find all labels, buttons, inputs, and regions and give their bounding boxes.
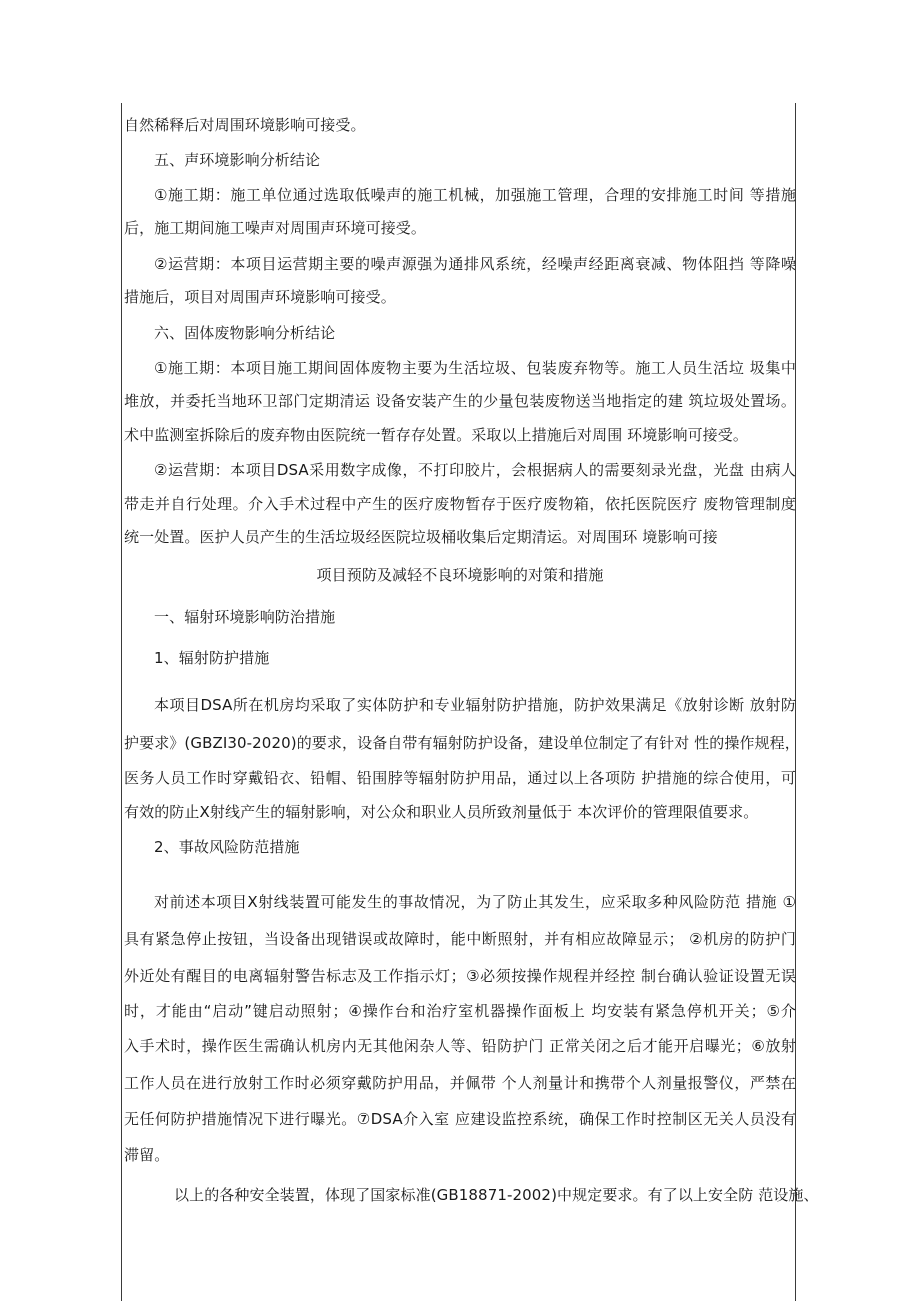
paragraph-line: 对前述本项目X射线装置可能发生的事故情况，为了防止其发生，应采取多种风险防范 措施 ① xyxy=(154,893,796,911)
paragraph-line: 后，施工期间施工噪声对周围声环境可接受。 xyxy=(124,219,427,237)
paragraph-line: 本项目DSA所在机房均采取了实体防护和专业辐射防护措施，防护效果满足《放射诊断 放射防 xyxy=(154,696,796,714)
paragraph-line: 滞留。 xyxy=(124,1146,170,1164)
paragraph-line: 措施后，项目对周围声环境影响可接受。 xyxy=(124,288,396,306)
paragraph-line: 入手术时，操作医生需确认机房内无其他闲杂人等、铅防护门 正常关闭之后才能开启曝光；⑥放射 xyxy=(124,1037,796,1055)
paragraph-line: ①施工期：施工单位通过选取低噪声的施工机械，加强施工管理，合理的安排施工时间 等措施 xyxy=(154,186,796,204)
paragraph-line: 无任何防护措施情况下进行曝光。⑦DSA介入室 应建设监控系统，确保工作时控制区无关人员没有 xyxy=(124,1110,796,1128)
paragraph-line: ①施工期：本项目施工期间固体废物主要为生活垃圾、包装废弃物等。施工人员生活垃 圾集中 xyxy=(154,359,796,377)
section-heading-noise: 五、声环境影响分析结论 xyxy=(154,151,321,169)
subheading-accident-risk: 2、事故风险防范措施 xyxy=(154,838,300,856)
section-title: 项目预防及减轻不良环境影响的对策和措施 xyxy=(316,566,604,584)
paragraph-line: 堆放，并委托当地环卫部门定期清运 设备安装产生的少量包装废物送当地指定的建 筑垃圾处置场。 xyxy=(124,392,796,410)
section-heading-radiation: 一、辐射环境影响防治措施 xyxy=(154,608,336,626)
paragraph-line: 统一处置。医护人员产生的生活垃圾经医院垃圾桶收集后定期清运。对周围环 境影响可接 xyxy=(124,528,718,546)
paragraph-line: 自然稀释后对周围环境影响可接受。 xyxy=(124,116,366,134)
section-heading-solid-waste: 六、固体废物影响分析结论 xyxy=(154,324,336,342)
paragraph-line: 具有紧急停止按钮，当设备出现错误或故障时，能中断照射，并有相应故障显示； ②机房的防护门 xyxy=(124,930,796,948)
subheading-radiation-protection: 1、辐射防护措施 xyxy=(154,649,270,667)
paragraph-line: 时，才能由“启动”键启动照射；④操作台和治疗室机器操作面板上 均安装有紧急停机开关；⑤介 xyxy=(124,1002,796,1020)
paragraph-line: ②运营期：本项目运营期主要的噪声源强为通排风系统，经噪声经距离衰减、物体阻挡 等降噪 xyxy=(154,255,796,273)
paragraph-line: 以上的各种安全装置，体现了国家标准(GB18871-2002)中规定要求。有了以上安全防 范设施、 xyxy=(174,1186,819,1204)
paragraph-line: 护要求》(GBZI30-2020)的要求，设备自带有辐射防护设备，建设单位制定了有针对 性的操作规程， xyxy=(124,734,800,752)
paragraph-line: 外近处有醒目的电离辐射警告标志及工作指示灯；③必须按操作规程并经控 制台确认验证设置无误 xyxy=(124,967,796,985)
paragraph-line: 有效的防止X射线产生的辐射影响，对公众和职业人员所致剂量低于 本次评价的管理限值要求。 xyxy=(124,803,759,821)
paragraph-line: ②运营期：本项目DSA采用数字成像，不打印胶片，会根据病人的需要刻录光盘，光盘 由病人 xyxy=(154,461,796,479)
paragraph-line: 医务人员工作时穿戴铅衣、铅帽、铅围脖等辐射防护用品，通过以上各项防 护措施的综合使用，可 xyxy=(124,769,796,787)
paragraph-line: 工作人员在进行放射工作时必须穿戴防护用品，并佩带 个人剂量计和携带个人剂量报警仪，严禁在 xyxy=(124,1074,796,1092)
paragraph-line: 术中监测室拆除后的废弃物由医院统一暂存存处置。采取以上措施后对周围 环境影响可接受。 xyxy=(124,426,748,444)
paragraph-line: 带走并自行处理。介入手术过程中产生的医疗废物暂存于医疗废物箱，依托医院医疗 废物管理制度 xyxy=(124,495,796,513)
